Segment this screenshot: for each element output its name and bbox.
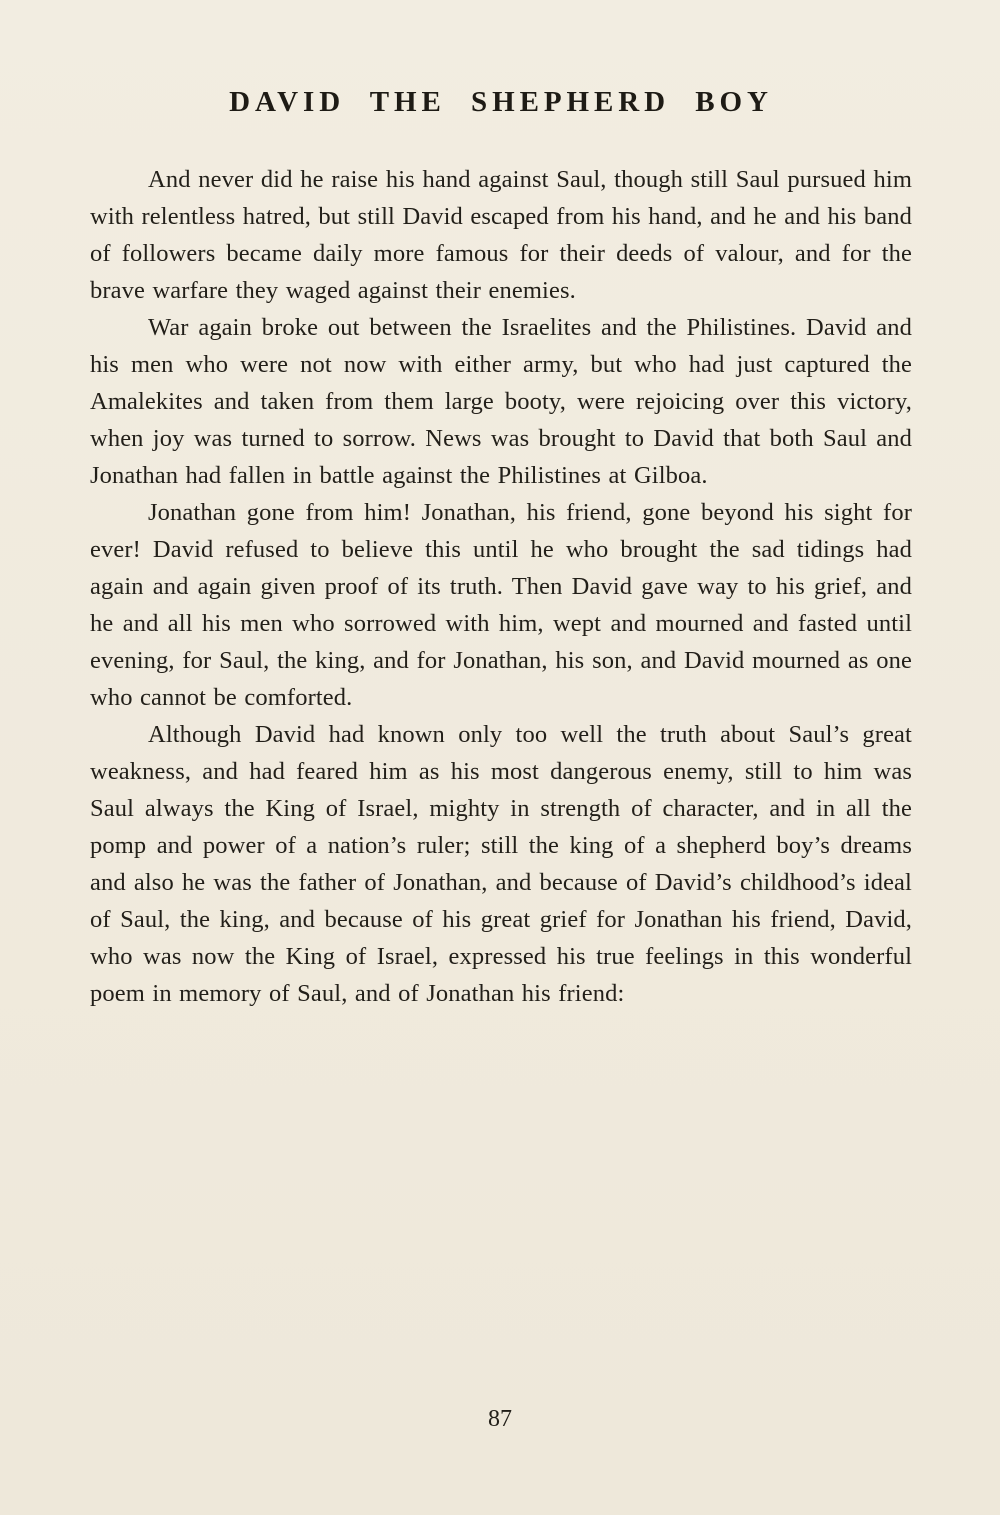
body-text <box>90 161 912 1012</box>
page-title: DAVID THE SHEPHERD BOY <box>229 86 773 118</box>
paragraph-2: War again broke out between the Israelites and the Philistines. David and his men who were not now with either army, but who had just captured the Amalekites and taken from them large booty, were rejoicing over this victory, when joy was turned to sorrow. News was brought to David that both Saul and Jonathan had fallen in battle against the Philistines at Gilboa. <box>90 314 912 489</box>
paragraph-3: Jonathan gone from him! Jonathan, his friend, gone beyond his sight for ever! David refused to believe this until he who brought the sad tidings had again and again given proof of its truth. Then David gave way to his grief, and he and all his men who sorrowed with him, wept and mourned and fasted until evening, for Saul, the king, and for Jonathan, his son, and David mourned as one who cannot be comforted. <box>90 499 912 711</box>
page-number: 87 <box>488 1406 512 1432</box>
paragraph-4: Although David had known only too well the truth about Saul’s great weakness, and had feared him as his most dangerous enemy, still to him was Saul always the King of Israel, mighty in strength of character, and in all the pomp and power of a nation’s ruler; still the king of a shepherd boy’s dreams and also he was the father of Jonathan, and because of David’s childhood’s ideal of Saul, the king, and because of his great grief for Jonathan his friend, David, who was now the King of Israel, expressed his true feelings in this wonderful poem in memory of Saul, and of Jonathan his friend: <box>90 721 912 1007</box>
paragraph-1: And never did he raise his hand against Saul, though still Saul pursued him with relentless hatred, but still David escaped from his hand, and he and his band of followers became daily more famous for their deeds of valour, and for the brave warfare they waged against their enemies. <box>90 166 912 304</box>
